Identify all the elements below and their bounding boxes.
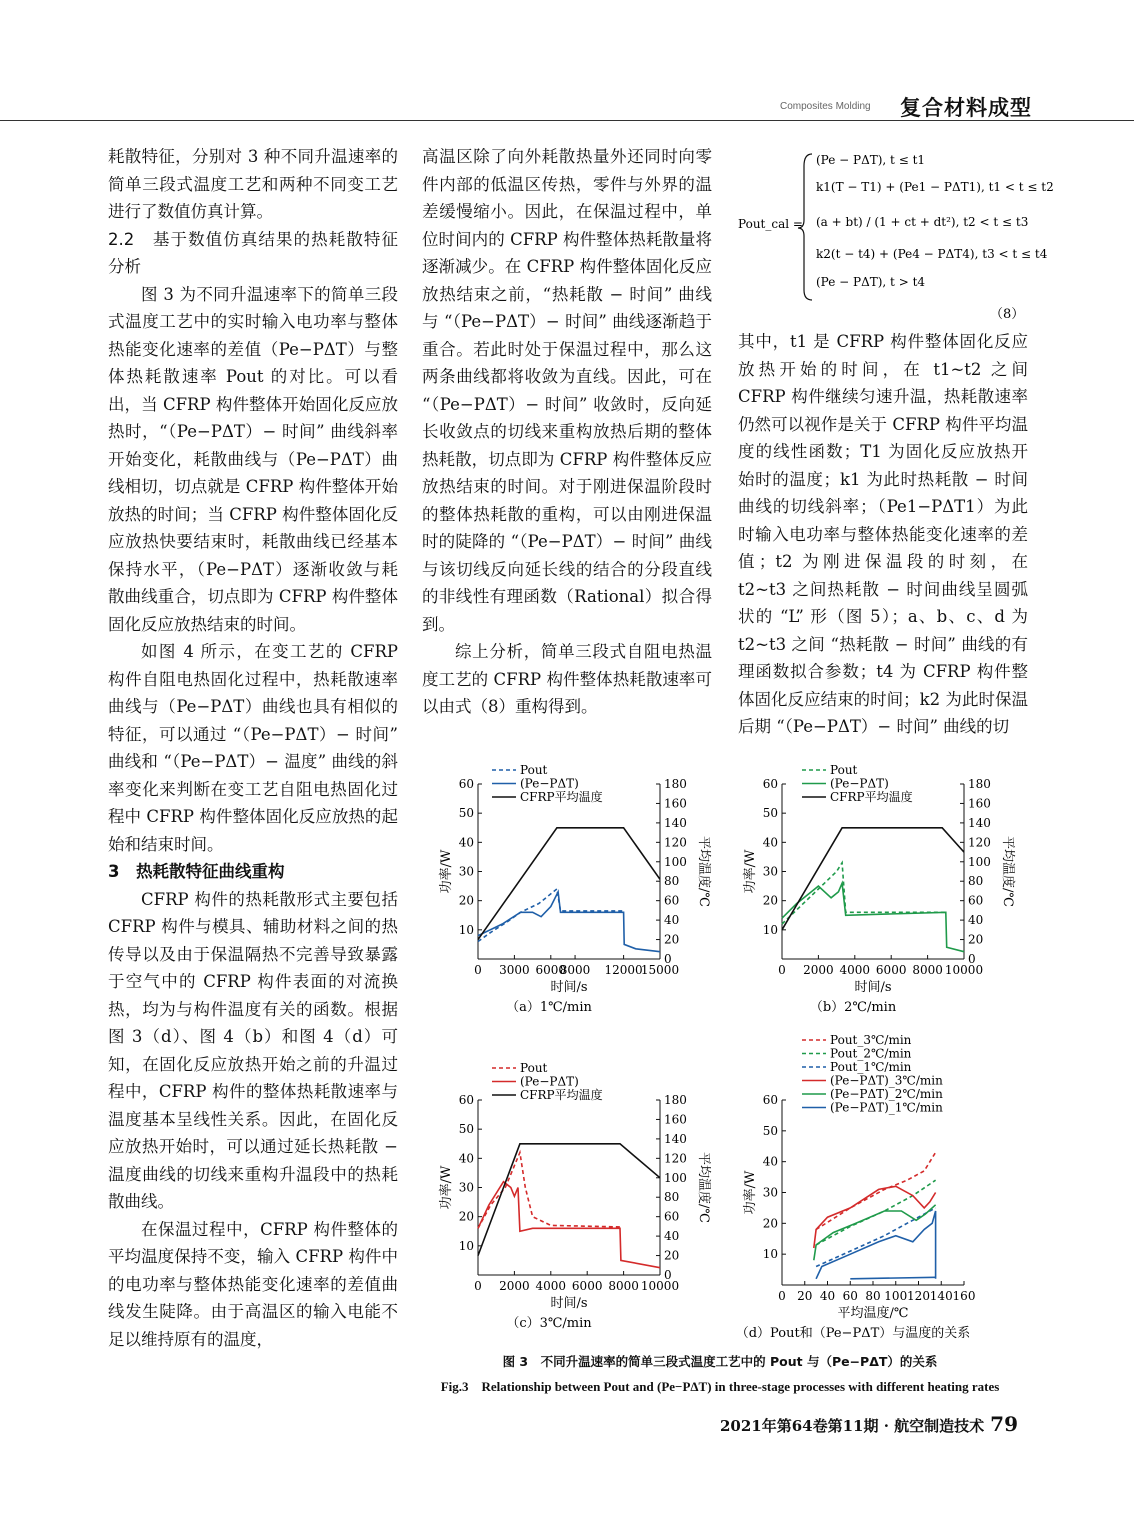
text-column-2 <box>422 143 712 721</box>
y2-tick-label: 40 <box>664 913 680 928</box>
y-tick-label: 20 <box>762 893 778 908</box>
y2-tick-label: 40 <box>664 1229 680 1244</box>
y-tick-label: 30 <box>458 1180 474 1195</box>
legend-label: Pout_3℃/min <box>830 1033 912 1047</box>
y2-tick-label: 160 <box>664 796 687 811</box>
paragraph: 如图 4 所示，在变工艺的 CFRP 构件自阻电热固化过程中，热耗散速率曲线与（Pe−PΔT）曲线也具有相似的特征，可以通过 “（Pe−PΔT）− 时间” 曲线和 “（Pe−PΔT）− 温度” 曲线的斜率变化来判断在变工艺自阻电热固化过程中 CFRP 构件整体固化反应放热的起始和结束时间。 <box>108 642 398 854</box>
x-tick-label: 15000 <box>640 963 680 977</box>
y2-tick-label: 60 <box>664 1209 680 1224</box>
paragraph: 综上分析，简单三段式自阻电热温度工艺的 CFRP 构件整体热耗散速率可以由式（8）重构得到。 <box>422 642 712 716</box>
y2-tick-label: 0 <box>968 952 976 966</box>
y-axis-label: 功率/W <box>439 1165 454 1210</box>
header-rule <box>0 120 1134 121</box>
x-axis-label: 时间/s <box>550 1296 588 1311</box>
legend-label: Pout <box>830 763 858 777</box>
y-tick-label: 20 <box>762 1216 778 1231</box>
figure-caption-cn: 图 3 不同升温速率的简单三段式温度工艺中的 Pout 与（Pe−PΔT）的关系 <box>502 1354 938 1369</box>
x-tick-label: 40 <box>819 1289 836 1303</box>
figure-3c <box>420 1056 720 1346</box>
legend-label: (Pe−PΔT) <box>830 776 889 791</box>
y-tick-label: 10 <box>762 922 778 937</box>
series-line <box>782 883 964 952</box>
series-line <box>478 1144 660 1256</box>
y2-tick-label: 40 <box>968 913 984 928</box>
legend-label: CFRP平均温度 <box>520 1088 603 1102</box>
y-tick-label: 30 <box>762 864 778 879</box>
paragraph: 高温区除了向外耗散热量外还同时向零件内部的低温区传热，零件与外界的温差缓慢缩小。因此，在保温过程中，单位时间内的 CFRP 构件整体热耗散量将逐渐减少。在 CFRP 构件整体固化反应放热结束之前，“热耗散 − 时间” 曲线与 “（Pe−PΔT）− 时间” 曲线逐渐趋于重合。若此时处于保温过程中，那么这两条曲线都将收敛为直线。因此，可在 “（Pe−PΔT）− 时间” 收敛时，反向延长收敛点的切线来重构放热后期的整体热耗散，切点即为 CFRP 构件整体反应放热结束的时间。对于刚进保温阶段时的整体热耗散的重构，可以由刚进保温时的陡降的 “（Pe−PΔT）− 时间” 曲线与该切线反向延长线的结合的分段直线的非线性有理函数（Rational）拟合得到。 <box>422 147 712 634</box>
y2-tick-label: 180 <box>664 1093 687 1107</box>
formula-case: (a + bt) / (1 + ct + dt²), t2 < t ≤ t3 <box>816 215 1029 229</box>
x-tick-label: 140 <box>929 1289 953 1303</box>
formula-case: k2(t − t4) + (Pe4 − PΔT4), t3 < t ≤ t4 <box>816 247 1048 261</box>
y2-tick-label: 120 <box>968 835 991 850</box>
y-tick-label: 20 <box>458 1209 474 1224</box>
series-line <box>816 1211 936 1279</box>
legend-label: Pout_2℃/min <box>830 1046 912 1061</box>
x-axis-label: 时间/s <box>854 980 892 995</box>
y2-tick-label: 80 <box>664 1190 680 1205</box>
y2-tick-label: 20 <box>664 1248 680 1263</box>
x-tick-label: 8000 <box>608 1279 639 1293</box>
series-line <box>478 1153 620 1229</box>
x-tick-label: 0 <box>778 963 786 977</box>
formula-case: (Pe − PΔT), t > t4 <box>816 275 926 289</box>
formula-lhs: Pout_cal = <box>738 217 803 231</box>
y2-tick-label: 100 <box>968 854 991 869</box>
series-line <box>478 1182 660 1268</box>
legend-label: (Pe−PΔT)_3℃/min <box>830 1073 943 1088</box>
chart-subtitle: （d）Pout和（Pe−PΔT）与温度的关系 <box>735 1326 971 1341</box>
x-tick-label: 10000 <box>640 1279 680 1293</box>
x-tick-label: 10000 <box>944 963 984 977</box>
x-tick-label: 8000 <box>912 963 943 977</box>
y2-tick-label: 180 <box>664 777 687 791</box>
y2-tick-label: 0 <box>664 952 672 966</box>
x-tick-label: 8000 <box>559 963 591 977</box>
figure-3a <box>420 758 720 1028</box>
x-tick-label: 0 <box>474 963 482 977</box>
y-tick-label: 50 <box>762 1123 778 1138</box>
formula-case: (Pe − PΔT), t ≤ t1 <box>816 153 926 167</box>
x-tick-label: 160 <box>952 1289 976 1303</box>
y2-tick-label: 80 <box>664 874 680 889</box>
paragraph: 在保温过程中，CFRP 构件整体的平均温度保持不变，输入 CFRP 构件中的电功率与整体热能变化速率的差值曲线发生陡降。由于高温区的输入电能不足以维持原有的温度， <box>108 1219 398 1349</box>
y2-tick-label: 120 <box>664 835 687 850</box>
text-column-1 <box>108 143 398 1353</box>
y2-tick-label: 140 <box>664 815 687 830</box>
x-tick-label: 80 <box>865 1289 881 1303</box>
figure-caption-en: Fig.3 Relationship between Pout and (Pe−PΔT) in three-stage processes with different heating rates <box>440 1379 1000 1394</box>
text-column-3 <box>738 328 1028 741</box>
legend-label: CFRP平均温度 <box>520 790 603 804</box>
y-tick-label: 50 <box>458 806 474 821</box>
series-line <box>850 1277 935 1279</box>
legend-label: (Pe−PΔT)_2℃/min <box>830 1087 943 1101</box>
x-tick-label: 60 <box>842 1289 858 1303</box>
x-tick-label: 120 <box>907 1289 930 1303</box>
formula-case: k1(T − T1) + (Pe1 − PΔT1), t1 < t ≤ t2 <box>816 180 1054 194</box>
x-axis-label: 时间/s <box>550 980 588 995</box>
x-tick-label: 4000 <box>535 1279 567 1293</box>
legend-label: Pout <box>520 1061 548 1075</box>
y2-tick-label: 160 <box>968 796 991 811</box>
y-tick-label: 10 <box>762 1247 778 1262</box>
x-tick-label: 0 <box>778 1289 786 1303</box>
y-axis-label: 功率/W <box>743 849 758 894</box>
chart-subtitle: （b）2℃/min <box>809 1000 897 1015</box>
paragraph: 图 3 为不同升温速率下的简单三段式温度工艺中的实时输入电功率与整体热能变化速率的差值（Pe−PΔT）与整体热耗散速率 Pout 的对比。可以看出，当 CFRP 构件整体开始固化反应放热时，“（Pe−PΔT）− 时间” 曲线斜率开始变化，耗散曲线与（Pe−PΔT）曲线相切，切点就是 CFRP 构件整体开始放热的时间；当 CFRP 构件整体固化反应放热快要结束时，耗散曲线已经基本保持水平，（Pe−PΔT）逐渐收敛与耗散曲线重合，切点即为 CFRP 构件整体固化反应放热结束的时间。 <box>108 284 398 634</box>
journal-name-cn: 复合材料成型 <box>900 96 1032 120</box>
equation-number: （8） <box>990 307 1025 322</box>
x-tick-label: 20 <box>797 1289 813 1303</box>
legend-label: (Pe−PΔT) <box>520 776 579 791</box>
y-tick-label: 60 <box>458 777 474 791</box>
x-tick-label: 2000 <box>803 963 834 977</box>
y2-tick-label: 140 <box>968 815 991 830</box>
y2-tick-label: 160 <box>664 1112 687 1127</box>
x-tick-label: 4000 <box>839 963 871 977</box>
y-tick-label: 30 <box>458 864 474 879</box>
y-tick-label: 50 <box>762 806 778 821</box>
series-line <box>816 1180 936 1245</box>
y-tick-label: 60 <box>762 777 778 791</box>
x-tick-label: 0 <box>474 1279 482 1293</box>
y2-axis-label: 平均温度/℃ <box>696 1152 711 1223</box>
series-line <box>478 889 624 942</box>
y2-tick-label: 180 <box>968 777 991 791</box>
y-tick-label: 40 <box>762 1154 778 1169</box>
figure-3b <box>730 758 1030 1028</box>
chart-subtitle: （a）1℃/min <box>506 1000 592 1015</box>
legend-label: (Pe−PΔT)_1℃/min <box>830 1100 943 1115</box>
chart-subtitle: （c）3℃/min <box>506 1316 592 1331</box>
page-number: 79 <box>990 1412 1019 1436</box>
y-tick-label: 60 <box>458 1093 474 1107</box>
paragraph: 耗散特征，分别对 3 种不同升温速率的简单三段式温度工艺和两种不同变工艺进行了数值仿真计算。 <box>108 147 398 221</box>
x-tick-label: 3000 <box>499 963 530 977</box>
legend-label: Pout_1℃/min <box>830 1060 912 1074</box>
figure-3d <box>730 1030 1030 1346</box>
journal-name-en: Composites Molding <box>780 101 871 112</box>
x-tick-label: 100 <box>884 1289 908 1303</box>
y2-tick-label: 100 <box>664 854 687 869</box>
legend-label: (Pe−PΔT) <box>520 1074 579 1089</box>
legend-label: CFRP平均温度 <box>830 790 913 804</box>
y2-tick-label: 0 <box>664 1268 672 1282</box>
x-tick-label: 6000 <box>571 1279 603 1293</box>
y-tick-label: 40 <box>458 1151 474 1166</box>
y2-axis-label: 平均温度/℃ <box>696 836 711 907</box>
y2-tick-label: 80 <box>968 874 984 889</box>
y-tick-label: 10 <box>458 922 474 937</box>
series-line <box>814 1205 936 1261</box>
y2-tick-label: 20 <box>664 932 680 947</box>
subsection-heading: 2.2 基于数值仿真结果的热耗散特征分析 <box>108 229 398 276</box>
y-tick-label: 20 <box>458 893 474 908</box>
y-axis-label: 功率/W <box>439 849 454 894</box>
x-tick-label: 2000 <box>499 1279 530 1293</box>
x-tick-label: 12000 <box>604 963 643 977</box>
y-tick-label: 50 <box>458 1122 474 1137</box>
y2-tick-label: 60 <box>968 893 984 908</box>
x-axis-label: 平均温度/℃ <box>837 1306 909 1321</box>
y2-axis-label: 平均温度/℃ <box>1000 836 1015 907</box>
y-tick-label: 30 <box>762 1185 778 1200</box>
y2-tick-label: 60 <box>664 893 680 908</box>
page-footer: 2021年第64卷第11期 · 航空制造技术 79 <box>720 1412 1019 1436</box>
y2-tick-label: 100 <box>664 1170 687 1185</box>
y-tick-label: 40 <box>762 835 778 850</box>
y-axis-label: 功率/W <box>743 1170 758 1215</box>
paragraph: 其中，t1 是 CFRP 构件整体固化反应放热开始的时间，在 t1~t2 之间 CFRP 构件继续匀速升温，热耗散速率仍然可以视作是关于 CFRP 构件平均温度的线性函数；T1 为固化反应放热开始时的温度；k1 为此时热耗散 − 时间曲线的切线斜率；（Pe1−PΔT1）为此时输入电功率与整体热能变化速率的差值；t2 为刚进保温段的时刻，在 t2~t3 之间热耗散 − 时间曲线呈圆弧状的 “L” 形（图 5）；a、b、c、d 为 t2~t3 之间 “热耗散 − 时间” 曲线的有理函数拟合参数；t4 为 CFRP 构件整体固化反应结束的时间；k2 为此时保温后期 “（Pe−PΔT）− 时间” 曲线的切 <box>738 332 1028 736</box>
y2-tick-label: 120 <box>664 1151 687 1166</box>
y2-tick-label: 140 <box>664 1131 687 1146</box>
equation-8 <box>738 146 1054 326</box>
paragraph: CFRP 构件的热耗散形式主要包括 CFRP 构件与模具、辅助材料之间的热传导以及由于保温隔热不完善导致暴露于空气中的 CFRP 构件表面的对流换热，均为与构件温度有关的函数。根据图 3（d）、图 4（b）和图 4（d）可知，在固化反应放热开始之前的升温过程中，CFRP 构件的整体热耗散速率与温度基本呈线性关系。因此，在固化反应放热开始时，可以通过延长热耗散 − 温度曲线的切线来重构升温段中的热耗散曲线。 <box>108 889 398 1211</box>
legend-label: Pout <box>520 763 548 777</box>
x-tick-label: 6000 <box>535 963 567 977</box>
y2-tick-label: 20 <box>968 932 984 947</box>
y-tick-label: 40 <box>458 835 474 850</box>
y-tick-label: 10 <box>458 1238 474 1253</box>
x-tick-label: 6000 <box>875 963 907 977</box>
y-tick-label: 60 <box>762 1093 778 1107</box>
section-heading: 3 热耗散特征曲线重构 <box>108 862 285 881</box>
